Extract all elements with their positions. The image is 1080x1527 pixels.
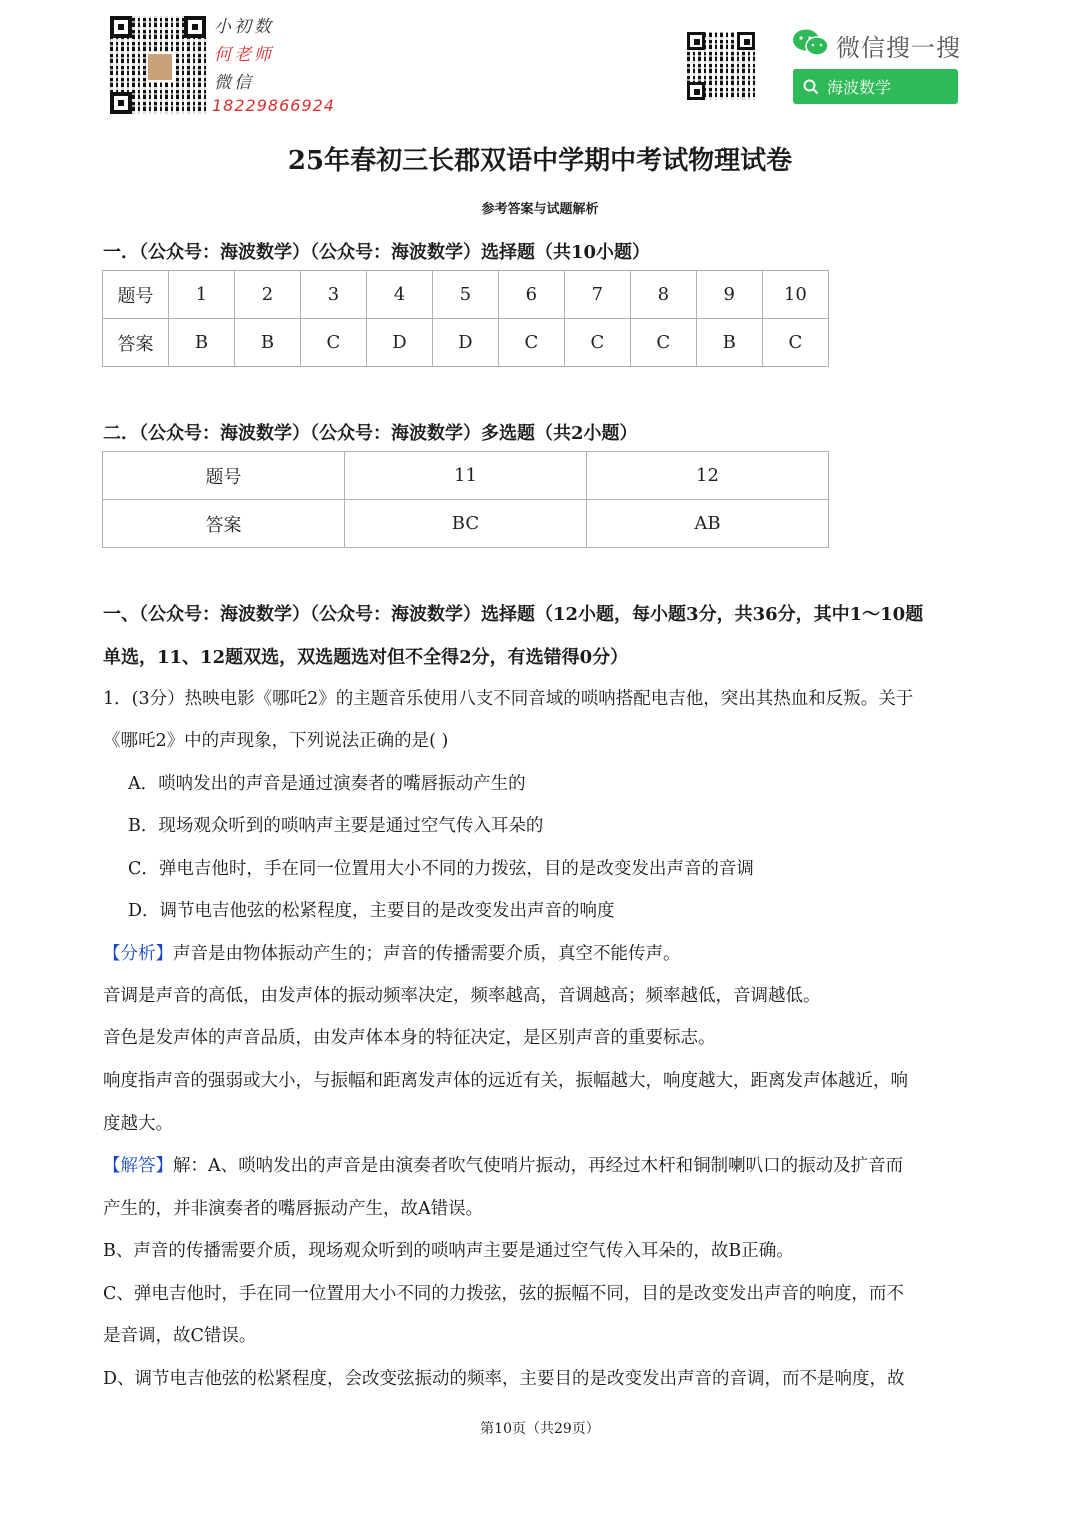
table-row bbox=[103, 452, 829, 500]
search-button-label: 海波数学 bbox=[827, 78, 892, 97]
wechat-search-label: 微信搜一搜 bbox=[836, 34, 961, 62]
table-cell: D bbox=[432, 319, 498, 367]
answer-table-single bbox=[102, 270, 829, 367]
analysis-line bbox=[103, 940, 681, 965]
solution-text: 解：A、唢呐发出的声音是由演奏者吹气使哨片振动，再经过木杆和铜制喇叭口的振动及扩音而 bbox=[173, 1156, 904, 1176]
table-cell: 6 bbox=[498, 271, 564, 319]
option-b: B．现场观众听到的唢呐声主要是通过空气传入耳朵的 bbox=[128, 816, 544, 836]
table-cell: 9 bbox=[696, 271, 762, 319]
row-label: 题号 bbox=[103, 271, 169, 319]
table-cell: 7 bbox=[564, 271, 630, 319]
question-stem: 1．(3分）热映电影《哪吒2》的主题音乐使用八支不同音域的唢呐搭配电吉他，突出其热血和反叛。关于 bbox=[103, 689, 914, 709]
answer-table-multi bbox=[102, 451, 829, 548]
row-label: 答案 bbox=[103, 319, 169, 367]
row-label: 题号 bbox=[103, 452, 345, 500]
analysis-text: 声音是由物体振动产生的；声音的传播需要介质，真空不能传声。 bbox=[173, 944, 681, 964]
solution-line: D、调节电吉他弦的松紧程度，会改变弦振动的频率，主要目的是改变发出声音的音调，而不是响度，故 bbox=[103, 1369, 905, 1389]
table-cell: 1 bbox=[169, 271, 235, 319]
table-row bbox=[103, 271, 829, 319]
page-footer: 第10页（共29页） bbox=[480, 1421, 600, 1437]
table-cell: C bbox=[564, 319, 630, 367]
table-cell: 11 bbox=[344, 452, 586, 500]
solution-line: C、弹电吉他时，手在同一位置用大小不同的力拨弦，弦的振幅不同，目的是改变发出声音的响度，而不 bbox=[103, 1284, 904, 1304]
row-label: 答案 bbox=[103, 500, 345, 548]
table-cell: 3 bbox=[300, 271, 366, 319]
handwriting-line-1: 小初数 bbox=[214, 17, 274, 37]
table-cell: B bbox=[169, 319, 235, 367]
analysis-line: 音调是声音的高低，由发声体的振动频率决定，频率越高，音调越高；频率越低，音调越低。 bbox=[103, 986, 821, 1006]
table-cell: 2 bbox=[235, 271, 301, 319]
table-cell: C bbox=[300, 319, 366, 367]
table-cell: C bbox=[498, 319, 564, 367]
solution-line: 产生的，并非演奏者的嘴唇振动产生，故A错误。 bbox=[103, 1199, 484, 1219]
section-heading-multi-choice: 二．（公众号：海波数学）（公众号：海波数学）多选题（共2小题） bbox=[103, 423, 638, 444]
handwriting-line-3: 微信 bbox=[214, 73, 254, 93]
search-button[interactable] bbox=[793, 69, 958, 104]
handwriting-phone: 18229866924 bbox=[212, 96, 335, 115]
solution-line bbox=[103, 1152, 903, 1177]
page-subtitle: 参考答案与试题解析 bbox=[481, 202, 599, 217]
table-cell: 4 bbox=[366, 271, 432, 319]
handwriting-line-2: 何老师 bbox=[214, 45, 274, 65]
table-cell: C bbox=[762, 319, 828, 367]
table-cell: B bbox=[235, 319, 301, 367]
analysis-line: 音色是发声体的声音品质，由发声体本身的特征决定，是区别声音的重要标志。 bbox=[103, 1028, 716, 1048]
section-heading-questions-cont: 单选，11、12题双选，双选题选对但不全得2分，有选错得0分） bbox=[103, 647, 629, 668]
table-cell: 5 bbox=[432, 271, 498, 319]
table-cell: C bbox=[630, 319, 696, 367]
analysis-line: 度越大。 bbox=[103, 1114, 173, 1134]
search-icon bbox=[803, 79, 819, 95]
option-d: D．调节电吉他弦的松紧程度，主要目的是改变发出声音的响度 bbox=[128, 901, 615, 921]
analysis-tag: 【分析】 bbox=[103, 944, 173, 964]
solution-line: B、声音的传播需要介质，现场观众听到的唢呐声主要是通过空气传入耳朵的，故B正确。 bbox=[103, 1241, 794, 1261]
option-c: C．弹电吉他时，手在同一位置用大小不同的力拨弦，目的是改变发出声音的音调 bbox=[128, 859, 754, 879]
option-a: A．唢呐发出的声音是通过演奏者的嘴唇振动产生的 bbox=[128, 774, 526, 794]
analysis-line: 响度指声音的强弱或大小，与振幅和距离发声体的远近有关，振幅越大，响度越大，距离发声体越近，响 bbox=[103, 1071, 908, 1091]
question-stem-cont: 《哪吒2》中的声现象，下列说法正确的是( ) bbox=[103, 731, 449, 751]
table-row bbox=[103, 319, 829, 367]
table-cell: 10 bbox=[762, 271, 828, 319]
table-cell: BC bbox=[344, 500, 586, 548]
table-cell: B bbox=[696, 319, 762, 367]
wechat-logo-icon bbox=[792, 28, 830, 58]
page-title: 25年春初三长郡双语中学期中考试物理试卷 bbox=[287, 146, 793, 176]
table-cell: 8 bbox=[630, 271, 696, 319]
qr-avatar bbox=[146, 52, 174, 82]
table-cell: D bbox=[366, 319, 432, 367]
solution-line: 是音调，故C错误。 bbox=[103, 1326, 257, 1346]
section-heading-questions: 一、（公众号：海波数学）（公众号：海波数学）选择题（12小题，每小题3分，共36分，其中1～10题 bbox=[103, 604, 924, 625]
section-heading-single-choice: 一．（公众号：海波数学）（公众号：海波数学）选择题（共10小题） bbox=[103, 242, 651, 263]
table-cell: AB bbox=[586, 500, 828, 548]
table-row bbox=[103, 500, 829, 548]
table-cell: 12 bbox=[586, 452, 828, 500]
qr-code-right bbox=[687, 32, 755, 100]
solution-tag: 【解答】 bbox=[103, 1156, 173, 1176]
